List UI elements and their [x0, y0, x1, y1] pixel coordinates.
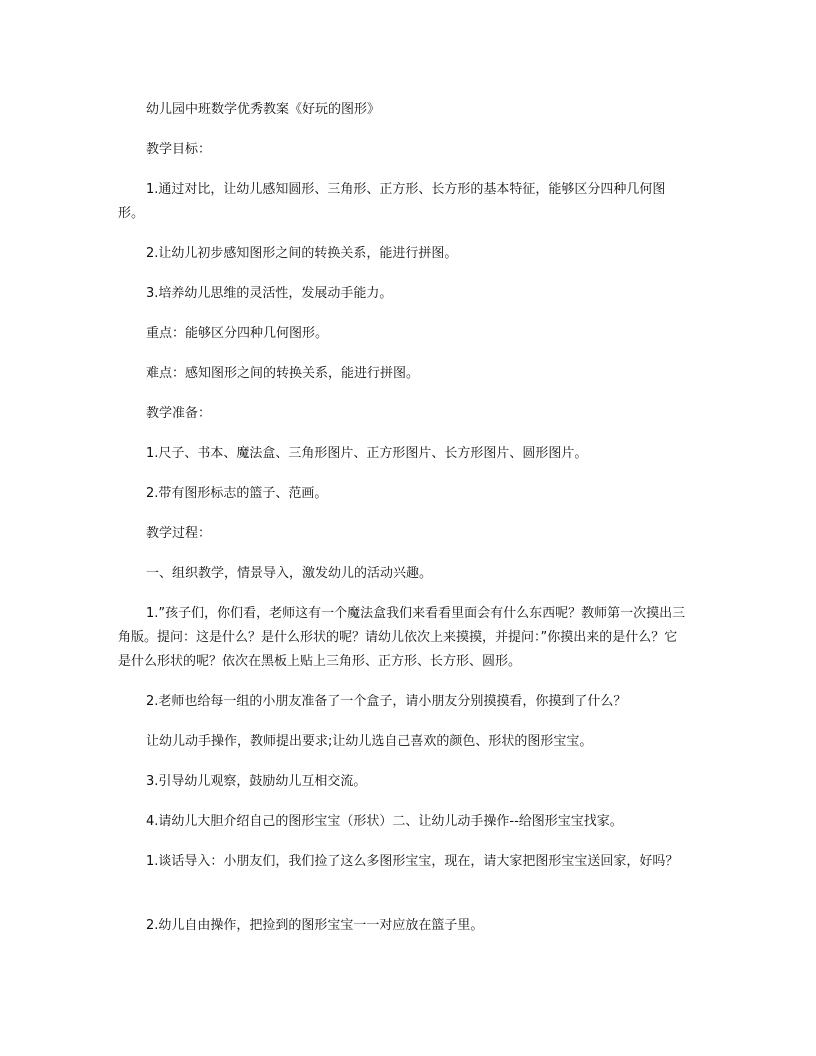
paragraph: 2.让幼儿初步感知图形之间的转换关系，能进行拼图。 — [146, 246, 458, 261]
paragraph: 2.幼儿自由操作，把捡到的图形宝宝一一对应放在篮子里。 — [146, 918, 484, 933]
paragraph-key-point: 重点：能够区分四种几何图形。 — [146, 326, 329, 341]
paragraph: 2.带有图形标志的篮子、范画。 — [146, 486, 328, 501]
paragraph: 一、组织教学，情景导入，激发幼儿的活动兴趣。 — [146, 566, 433, 581]
paragraph: 2.老师也给每一组的小朋友准备了一个盒子，请小朋友分别摸摸看，你摸到了什么？ — [146, 694, 627, 709]
paragraph: 4.请幼儿大胆介绍自己的图形宝宝（形状）二、让幼儿动手操作--给图形宝宝找家。 — [146, 814, 623, 829]
paragraph: 1.尺子、书本、魔法盒、三角形图片、正方形图片、长方形图片、圆形图片。 — [146, 446, 588, 461]
paragraph: 3.培养幼儿思维的灵活性，发展动手能力。 — [146, 286, 393, 301]
paragraph: 让幼儿动手操作，教师提出要求;让幼儿选自己喜欢的颜色、形状的图形宝宝。 — [146, 734, 593, 749]
paragraph: 1.谈话导入：小朋友们，我们捡了这么多图形宝宝，现在，请大家把图形宝宝送回家，好吗？ — [146, 854, 679, 869]
paragraph: 1.通过对比，让幼儿感知圆形、三角形、正方形、长方形的基本特征，能够区分四种几何图形。 — [118, 182, 666, 221]
paragraph: 3.引导幼儿观察，鼓励幼儿互相交流。 — [146, 774, 367, 789]
section-heading-objectives: 教学目标： — [146, 142, 212, 157]
paragraph-difficulty: 难点：感知图形之间的转换关系，能进行拼图。 — [146, 366, 420, 381]
document-title: 幼儿园中班数学优秀教案《好玩的图形》 — [146, 102, 381, 117]
section-heading-preparation: 教学准备： — [146, 406, 212, 421]
paragraph: 1.”孩子们，你们看，老师这有一个魔法盒我们来看看里面会有什么东西呢？教师第一次摸出三角版。提问：这是什么？是什么形状的呢？请幼儿依次上来摸摸，并提问：”你摸出来的是什么？它是什么形状的呢？依次在黑板上贴上三角形、正方形、长方形、圆形。 — [118, 606, 686, 669]
section-heading-process: 教学过程： — [146, 526, 212, 541]
